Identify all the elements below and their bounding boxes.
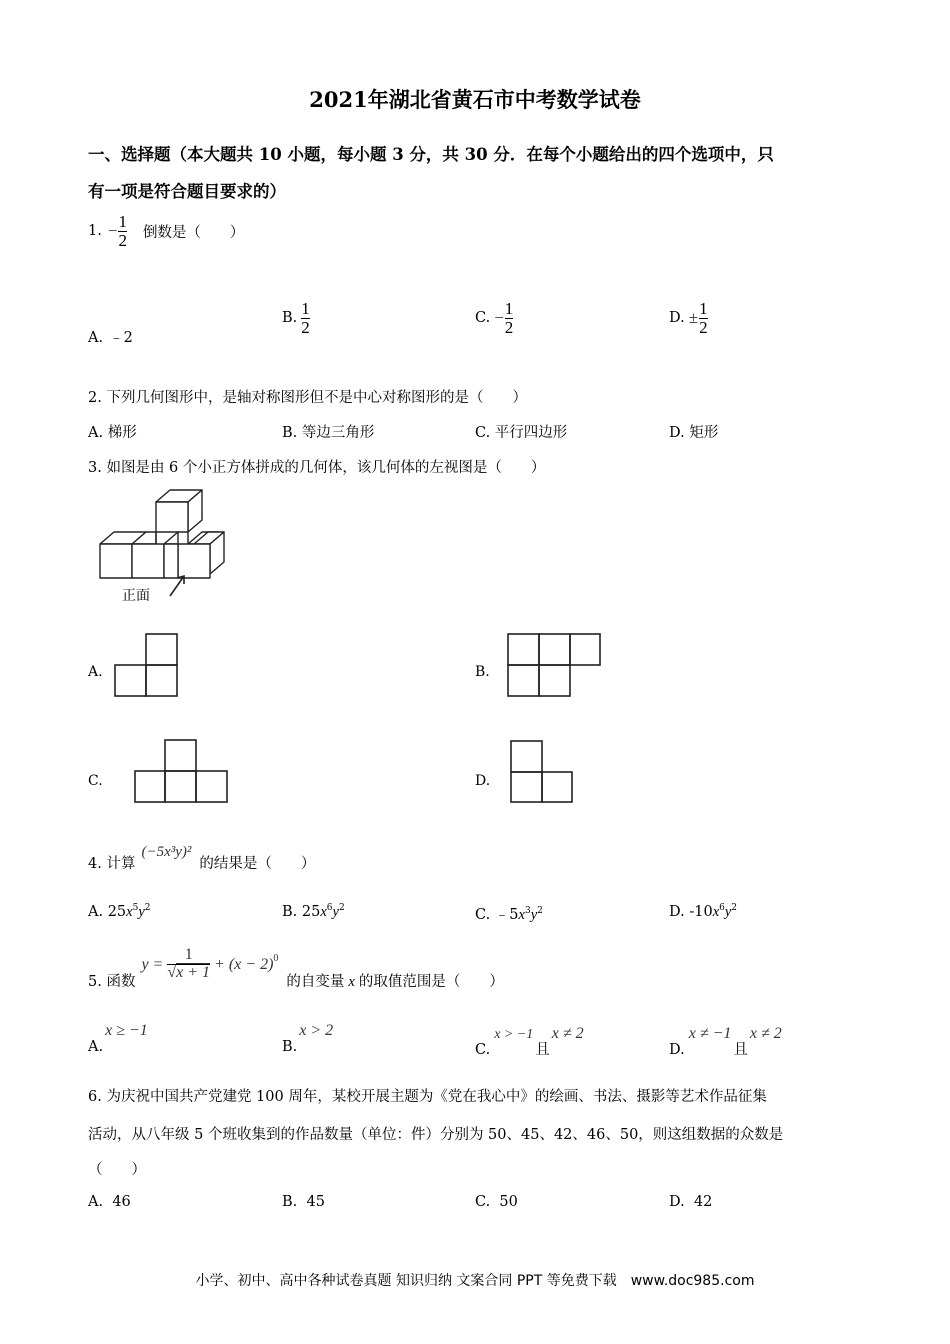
q3-option-a-view[interactable]	[113, 633, 179, 697]
q3-option-d-view[interactable]	[509, 740, 575, 804]
q6-option-d[interactable]: D. 42	[669, 1194, 713, 1210]
q3-option-b-label[interactable]: B.	[475, 664, 490, 680]
q2-option-c[interactable]: C. 平行四边形	[475, 425, 568, 441]
q1-option-b-fraction: $\frac{1}{2}$	[301, 299, 310, 337]
q1-option-c-fraction: $\frac{1}{2}$	[504, 299, 514, 337]
q4-option-b[interactable]: B. $25x^6y^2$	[282, 903, 345, 920]
q5-option-c[interactable]: C.x > −1且x ≠ 2	[475, 1025, 584, 1058]
q5-option-a[interactable]: A.x ≥ −1	[88, 1022, 148, 1055]
q6-stem-line2: 活动，从八年级 5 个班收集到的作品数量（单位：件）分别为 50、45、42、46、50，则这组数据的众数是	[88, 1127, 784, 1143]
q3-stem: 3. 如图是由 6 个小正方体拼成的几何体，该几何体的左视图是（ ）	[88, 460, 546, 476]
q4-expression: (−5x³y)²	[141, 844, 192, 860]
q1-stem-text: 倒数是（ ）	[142, 224, 245, 241]
q3-option-d-label[interactable]: D.	[475, 773, 491, 789]
q1-fraction: $\frac{1}{2}$	[118, 212, 127, 250]
q2-option-d[interactable]: D. 矩形	[669, 425, 719, 441]
q4-option-c[interactable]: C. $﹣5x^3y^2$	[475, 906, 543, 923]
q1-option-c[interactable]: C. − $\frac{1}{2}$	[475, 299, 514, 337]
q6-stem-line3: （ ）	[88, 1162, 146, 1178]
q5-option-b[interactable]: B.x > 2	[282, 1022, 334, 1055]
q5-stem: 5. 函数 y = $\frac{1}{√x + 1}$ + (x − 2) $^0$ 的自变量 x 的取值范围是（ ）	[88, 946, 504, 990]
page-title: 2021年湖北省黄石市中考数学试卷	[309, 87, 641, 112]
q3-option-b-view[interactable]	[506, 633, 602, 697]
q5-function: y = $\frac{1}{√x + 1}$ + (x − 2) $^0$	[141, 946, 279, 981]
q3-figure-caption: 正面	[122, 588, 150, 604]
arrow-icon	[170, 576, 184, 596]
q1-option-d[interactable]: D. ± $\frac{1}{2}$	[669, 299, 708, 337]
q6-option-c[interactable]: C. 50	[475, 1194, 518, 1210]
q4-stem: 4. 计算 (−5x³y)² 的结果是（ ）	[88, 844, 316, 872]
q1-option-a[interactable]: A. ﹣2	[88, 330, 133, 346]
q2-stem: 2. 下列几何图形中，是轴对称图形但不是中心对称图形的是（ ）	[88, 390, 527, 406]
q1-number: 1.	[88, 223, 102, 240]
q1-option-b[interactable]: B. $\frac{1}{2}$	[282, 299, 310, 337]
q4-option-d[interactable]: D. $-10x^6y^2$	[669, 903, 738, 920]
q6-stem-line1: 6. 为庆祝中国共产党建党 100 周年，某校开展主题为《党在我心中》的绘画、书法、摄影等艺术作品征集	[88, 1089, 767, 1105]
q5-option-d[interactable]: D.x ≠ −1且x ≠ 2	[669, 1025, 782, 1058]
q3-cube-figure	[98, 488, 228, 608]
q1-option-d-fraction: $\frac{1}{2}$	[699, 299, 708, 337]
q2-option-a[interactable]: A. 梯形	[88, 425, 137, 441]
q6-option-a[interactable]: A. 46	[88, 1194, 131, 1210]
q3-option-a-label[interactable]: A.	[88, 664, 103, 680]
page-footer[interactable]: 小学、初中、高中各种试卷真题 知识归纳 文案合同 PPT 等免费下载 www.doc985.com	[195, 1273, 755, 1289]
section-heading-line1: 一、选择题（本大题共 10 小题，每小题 3 分，共 30 分．在每个小题给出的四个选项中，只	[88, 145, 774, 164]
q6-option-b[interactable]: B. 45	[282, 1194, 325, 1210]
q3-option-c-view[interactable]	[133, 739, 229, 803]
section-heading-line2: 有一项是符合题目要求的）	[88, 182, 286, 201]
q3-option-c-label[interactable]: C.	[88, 773, 103, 789]
q2-option-b[interactable]: B. 等边三角形	[282, 425, 375, 441]
q4-option-a[interactable]: A. $25x^5y^2$	[88, 903, 151, 920]
q1-stem: 1. − $\frac{1}{2}$ 倒数是（ ）	[88, 212, 245, 250]
